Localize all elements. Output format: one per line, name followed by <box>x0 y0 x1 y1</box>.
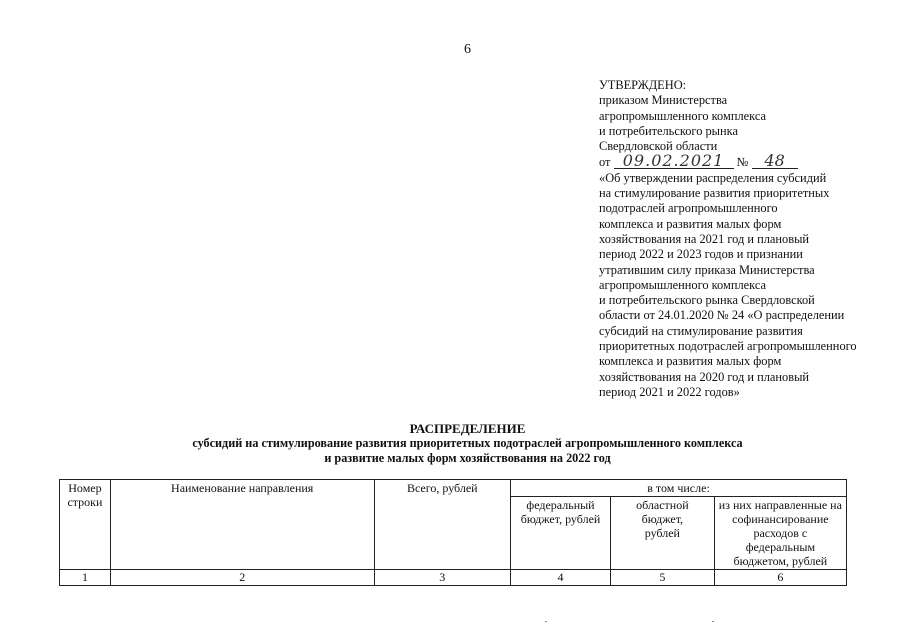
header-total: Всего, рублей <box>374 480 511 570</box>
approval-block <box>599 78 889 400</box>
approval-line: и потребительского рынка <box>599 123 738 138</box>
approval-line: приказом Министерства <box>599 93 728 108</box>
header-federal: федеральный бюджет, рублей <box>511 497 611 570</box>
approval-line: агропромышленного комплекса <box>599 108 767 123</box>
subject-line: комплекса и развития малых форм <box>599 216 782 231</box>
approval-heading: УТВЕРЖДЕНО: <box>599 78 687 92</box>
subject-line: период 2021 и 2022 годов» <box>599 384 740 399</box>
column-number: 5 <box>611 570 715 586</box>
header-including: в том числе: <box>511 480 847 497</box>
distribution-table <box>59 479 847 586</box>
header-row-number: Номер строки <box>60 480 111 570</box>
approval-date-line <box>599 151 889 171</box>
header-direction: Наименование направления <box>110 480 374 570</box>
table-header-row <box>60 480 847 497</box>
subject-line: приоритетных подотраслей агропромышленного <box>599 339 857 354</box>
column-number: 2 <box>110 570 374 586</box>
subject-line: комплекса и развития малых форм <box>599 354 782 369</box>
subject-line: утратившим силу приказа Министерства <box>599 262 815 277</box>
header-cofinancing: из них направленные на софинансирование расходов с федеральным бюджетом, рублей <box>714 497 846 570</box>
column-number: 4 <box>511 570 611 586</box>
approval-line: Свердловской области <box>599 139 718 154</box>
subject-line: на стимулирование развития приоритетных <box>599 186 830 201</box>
handwritten-date: 09.02.2021 <box>614 154 734 169</box>
date-prefix: от <box>599 155 611 170</box>
column-number: 1 <box>60 570 111 586</box>
subject-line: субсидий на стимулирование развития <box>599 323 803 338</box>
column-number: 6 <box>714 570 846 586</box>
subject-line: период 2022 и 2023 годов и признании <box>599 247 803 262</box>
subject-line: «Об утверждении распределения субсидий <box>599 170 827 185</box>
subject-line: области от 24.01.2020 № 24 «О распределении <box>599 308 845 323</box>
scan-speck <box>712 621 714 622</box>
subject-line: хозяйствования на 2020 год и плановый <box>599 369 810 384</box>
document-title: РАСПРЕДЕЛЕНИЕ <box>409 421 526 436</box>
number-label: № <box>736 155 749 170</box>
document-subtitle: и развитие малых форм хозяйствования на 2022 год <box>324 451 611 465</box>
header-regional: областной бюджет, рублей <box>611 497 715 570</box>
subject-line: подотраслей агропромышленного <box>599 201 778 216</box>
subject-line: хозяйствования на 2021 год и плановый <box>599 231 810 246</box>
page-number: 6 <box>464 42 471 57</box>
document-subtitle: субсидий на стимулирование развития приоритетных подотраслей агропромышленного комплекса <box>192 436 743 450</box>
handwritten-number: 48 <box>752 154 798 169</box>
scan-speck <box>545 621 547 622</box>
table-row <box>60 570 847 586</box>
subject-line: и потребительского рынка Свердловской <box>599 293 815 308</box>
column-number: 3 <box>374 570 511 586</box>
subject-line: агропромышленного комплекса <box>599 277 767 292</box>
